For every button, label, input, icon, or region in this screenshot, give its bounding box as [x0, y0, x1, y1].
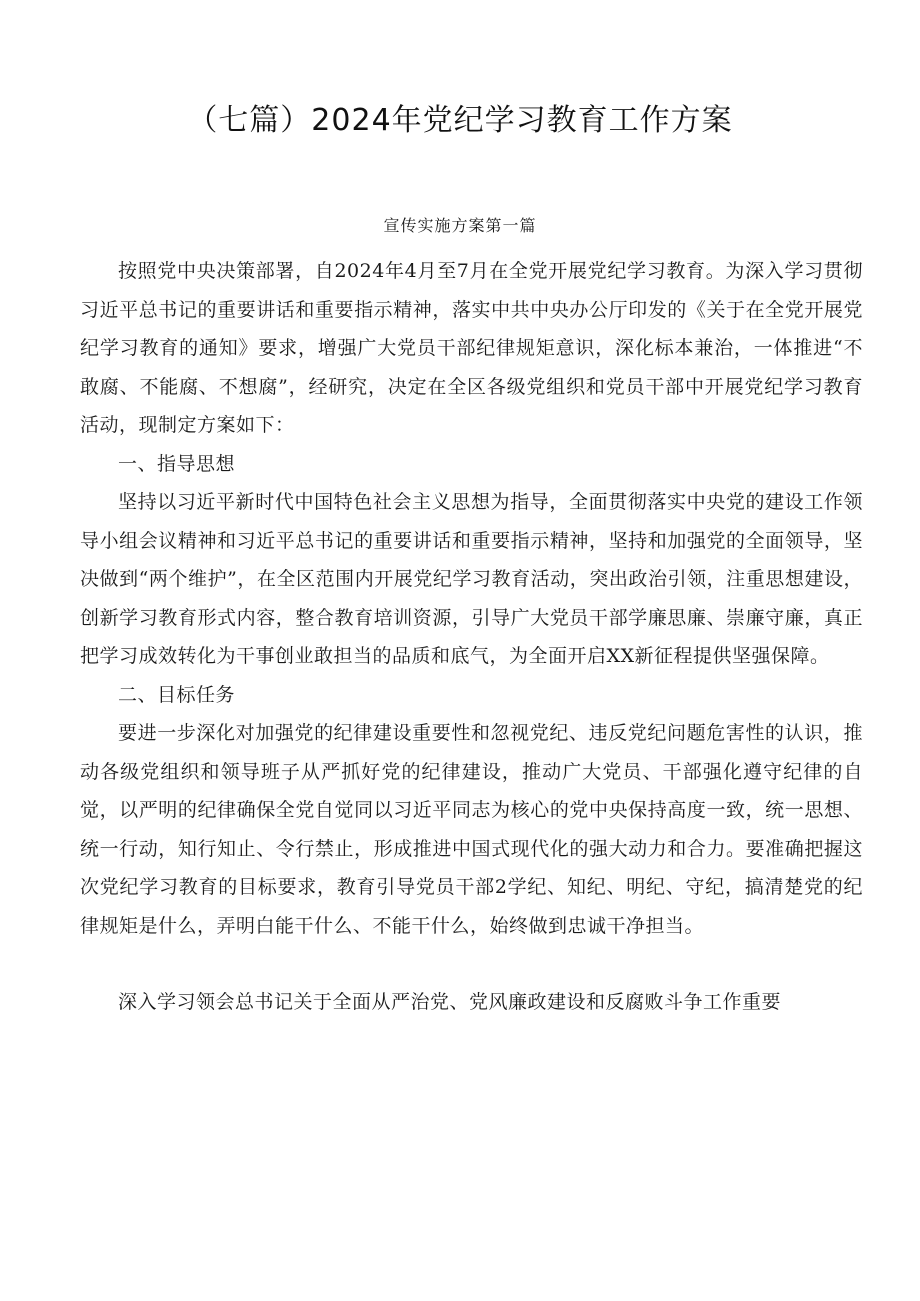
document-title: （七篇）2024年党纪学习教育工作方案: [187, 103, 733, 138]
paragraph-gap: [80, 945, 863, 983]
document-body: [80, 252, 863, 1022]
paragraph-continued: 深入学习领会总书记关于全面从严治党、党风廉政建设和反腐败斗争工作重要: [118, 991, 782, 1013]
heading-guiding-thought: 一、指导思想: [118, 452, 236, 475]
paragraph-goals-tasks: 要进一步深化对加强党的纪律建设重要性和忽视党纪、违反党纪问题危害性的认识，推动各级党组织和领导班子从严抓好党的纪律建设，推动广大党员、干部强化遵守纪律的自觉，以严明的纪律确保全党自觉同以习近平同志为核心的党中央保持高度一致，统一思想、统一行动，知行知止、令行禁止，形成推进中国式现代化的强大动力和合力。要准确把握这次党纪学习教育的目标要求，教育引导党员干部2学纪、知纪、明纪、守纪，搞清楚党的纪律规矩是什么，弄明白能干什么、不能干什么，始终做到忠诚干净担当。: [80, 722, 863, 937]
heading-goals-tasks: 二、目标任务: [118, 683, 236, 706]
paragraph-intro: 按照党中央决策部署，自2024年4月至7月在全党开展党纪学习教育。为深入学习贯彻习近平总书记的重要讲话和重要指示精神，落实中共中央办公厅印发的《关于在全党开展党纪学习教育的通知》要求，增强广大党员干部纪律规矩意识，深化标本兼治，一体推进“不敢腐、不能腐、不想腐”，经研究，决定在全区各级党组织和党员干部中开展党纪学习教育活动，现制定方案如下：: [80, 260, 863, 436]
paragraph-guiding-thought: 坚持以习近平新时代中国特色社会主义思想为指导，全面贯彻落实中央党的建设工作领导小组会议精神和习近平总书记的重要讲话和重要指示精神，坚持和加强党的全面领导，坚决做到“两个维护”，在全区范围内开展党纪学习教育活动，突出政治引领，注重思想建设，创新学习教育形式内容，整合教育培训资源，引导广大党员干部学廉思廉、崇廉守廉，真正把学习成效转化为干事创业敢担当的品质和底气，为全面开启XX新征程提供坚强保障。: [80, 491, 863, 667]
section-subtitle: 宣传实施方案第一篇: [383, 216, 537, 235]
